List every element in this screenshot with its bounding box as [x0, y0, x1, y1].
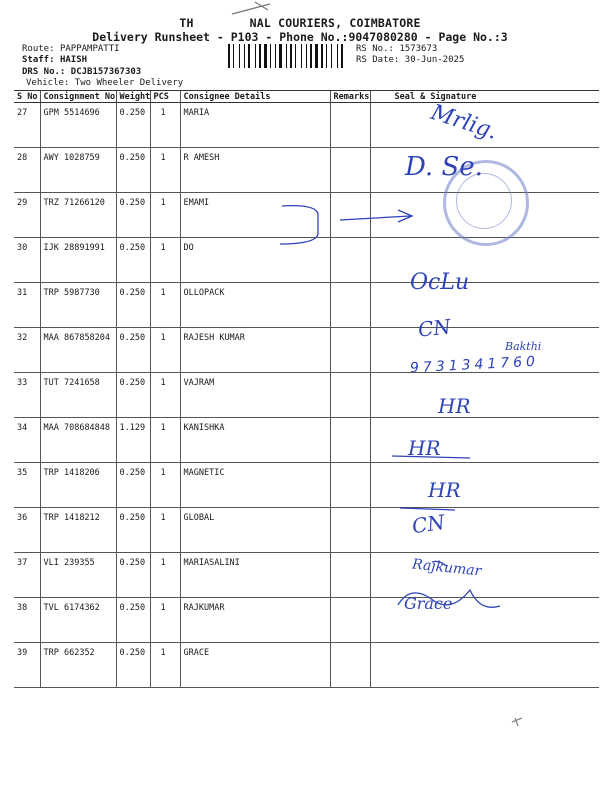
- serial-cell: 29: [14, 193, 40, 238]
- consignee-cell: MAGNETIC: [180, 463, 330, 508]
- weight-cell: 0.250: [116, 103, 150, 148]
- barcode-bar: [306, 44, 307, 68]
- barcode-bar: [315, 44, 318, 68]
- barcode-bar: [272, 44, 274, 68]
- barcode-bar: [328, 44, 330, 68]
- barcode-bar: [319, 44, 320, 68]
- consignment-cell: MAA 867858204: [40, 328, 116, 373]
- col-header-sno: S No: [14, 91, 40, 103]
- weight-cell: 0.250: [116, 553, 150, 598]
- stray-mark-bottom: [512, 718, 522, 726]
- consignee-cell: MARIA: [180, 103, 330, 148]
- consignment-cell: IJK 28891991: [40, 238, 116, 283]
- drs-label: DRS No.:: [22, 67, 66, 77]
- company-title-right: NAL COURIERS, COIMBATORE: [249, 16, 421, 30]
- consignee-cell: OLLOPACK: [180, 283, 330, 328]
- serial-cell: 32: [14, 328, 40, 373]
- consignee-cell: VAJRAM: [180, 373, 330, 418]
- barcode-bar: [246, 44, 247, 68]
- remarks-cell: [330, 103, 370, 148]
- remarks-cell: [330, 373, 370, 418]
- col-header-pcs: PCS: [150, 91, 180, 103]
- table-row: [14, 283, 599, 328]
- remarks-cell: [330, 238, 370, 283]
- remarks-cell: [330, 148, 370, 193]
- consignee-cell: DO: [180, 238, 330, 283]
- signature-cell: [370, 373, 599, 418]
- barcode-bar: [257, 44, 258, 68]
- barcode-bar: [235, 44, 238, 68]
- consignee-cell: RAJKUMAR: [180, 598, 330, 643]
- serial-cell: 36: [14, 508, 40, 553]
- runsheet-subtitle: Delivery Runsheet - P103 - Phone No.:9047080280 - Page No.:3: [92, 30, 508, 44]
- barcode-bar: [297, 44, 300, 68]
- barcode-bar: [228, 44, 230, 68]
- table-row: [14, 463, 599, 508]
- pcs-cell: 1: [150, 643, 180, 688]
- rs-no-label: RS No.:: [356, 44, 394, 54]
- pcs-cell: 1: [150, 418, 180, 463]
- rs-date-value: 30-Jun-2025: [404, 55, 465, 65]
- barcode-bar: [251, 44, 254, 68]
- consignee-cell: KANISHKA: [180, 418, 330, 463]
- pcs-cell: 1: [150, 103, 180, 148]
- consignment-cell: MAA 708684848: [40, 418, 116, 463]
- signature-27: Mrlig.: [427, 100, 501, 145]
- signature-cell: [370, 508, 599, 553]
- drs-line: [22, 67, 141, 77]
- route-value: PAPPAMPATTI: [59, 44, 120, 54]
- pcs-cell: 1: [150, 193, 180, 238]
- remarks-cell: [330, 598, 370, 643]
- col-header-weight: Weight: [116, 91, 150, 103]
- barcode-bar: [288, 44, 289, 68]
- route-label: Route:: [22, 44, 55, 54]
- weight-cell: 0.250: [116, 508, 150, 553]
- signature-36: HR: [428, 478, 461, 502]
- barcode-bar: [268, 44, 269, 68]
- company-title: [0, 16, 600, 30]
- consignee-cell: MARIASALINI: [180, 553, 330, 598]
- barcode-bar: [244, 44, 245, 68]
- weight-cell: 0.250: [116, 598, 150, 643]
- company-title-left: TH: [179, 16, 194, 30]
- remarks-cell: [330, 508, 370, 553]
- table-row: [14, 598, 599, 643]
- weight-cell: 0.250: [116, 193, 150, 238]
- consignment-cell: TRP 5987730: [40, 283, 116, 328]
- consignment-cell: TRP 662352: [40, 643, 116, 688]
- route-line: [22, 44, 120, 54]
- barcode-bar: [337, 44, 338, 68]
- serial-cell: 37: [14, 553, 40, 598]
- vehicle-line: [26, 78, 183, 88]
- remarks-cell: [330, 418, 370, 463]
- weight-cell: 0.250: [116, 283, 150, 328]
- weight-cell: 1.129: [116, 418, 150, 463]
- signature-cell: [370, 283, 599, 328]
- consignee-cell: R AMESH: [180, 148, 330, 193]
- signature-cell: [370, 463, 599, 508]
- signature-35: HR: [408, 436, 441, 460]
- consignment-cell: TVL 6174362: [40, 598, 116, 643]
- signature-32: CN: [416, 314, 452, 342]
- barcode-bar: [239, 44, 240, 68]
- barcode-bar: [301, 44, 302, 68]
- barcode-bar: [303, 44, 305, 68]
- signature-39: Grace: [404, 594, 453, 613]
- remarks-cell: [330, 643, 370, 688]
- pcs-cell: 1: [150, 553, 180, 598]
- barcode-bar: [275, 44, 276, 68]
- weight-cell: 0.250: [116, 148, 150, 193]
- weight-cell: 0.250: [116, 373, 150, 418]
- signature-cell: [370, 553, 599, 598]
- table-row: [14, 103, 599, 148]
- remarks-cell: [330, 328, 370, 373]
- vehicle-label: Vehicle:: [26, 78, 70, 88]
- consignment-cell: GPM 5514696: [40, 103, 116, 148]
- barcode-bar: [262, 44, 263, 68]
- consignee-cell: EMAMI: [180, 193, 330, 238]
- serial-cell: 38: [14, 598, 40, 643]
- barcode-bar: [283, 44, 285, 68]
- barcode-bar: [341, 44, 343, 68]
- signature-31: OcLu: [410, 270, 470, 295]
- barcode-bar: [277, 44, 278, 68]
- serial-cell: 30: [14, 238, 40, 283]
- barcode-bar: [286, 44, 287, 68]
- table-row: [14, 643, 599, 688]
- barcode-bar: [279, 44, 282, 68]
- barcode-bar: [333, 44, 336, 68]
- serial-cell: 28: [14, 148, 40, 193]
- barcode-bar: [324, 44, 325, 68]
- weight-cell: 0.250: [116, 328, 150, 373]
- serial-cell: 35: [14, 463, 40, 508]
- rs-date-label: RS Date:: [356, 55, 400, 65]
- weight-cell: 0.250: [116, 463, 150, 508]
- col-header-remarks: Remarks: [330, 91, 370, 103]
- consignee-cell: RAJESH KUMAR: [180, 328, 330, 373]
- signature-cell: [370, 643, 599, 688]
- drs-value: DCJB157367303: [70, 67, 142, 77]
- barcode-bar: [264, 44, 267, 68]
- signature-34: HR: [438, 394, 471, 418]
- barcode-bar: [233, 44, 234, 68]
- consignee-cell: GRACE: [180, 643, 330, 688]
- consignment-cell: TRZ 71266120: [40, 193, 116, 238]
- signature-33-phone: 9731341760: [409, 353, 540, 377]
- remarks-cell: [330, 553, 370, 598]
- barcode-bar: [255, 44, 256, 68]
- barcode-bar: [339, 44, 340, 68]
- barcode-bar: [295, 44, 296, 68]
- col-header-consignee: Consignee Details: [180, 91, 330, 103]
- barcode-bar: [326, 44, 327, 68]
- barcode-bar: [241, 44, 243, 68]
- serial-cell: 27: [14, 103, 40, 148]
- pcs-cell: 1: [150, 373, 180, 418]
- barcode-bar: [331, 44, 332, 68]
- staff-line: [22, 55, 87, 65]
- consignment-cell: TRP 1418212: [40, 508, 116, 553]
- signature-38: Rajkumar: [411, 556, 483, 580]
- serial-cell: 39: [14, 643, 40, 688]
- barcode-bar: [310, 44, 312, 68]
- table-row: [14, 238, 599, 283]
- col-header-consignment: Consignment No: [40, 91, 116, 103]
- signature-28: D. Se.: [405, 152, 483, 182]
- barcode-bar: [344, 44, 345, 68]
- remarks-cell: [330, 283, 370, 328]
- table-row: [14, 553, 599, 598]
- barcode-bar: [248, 44, 250, 68]
- vehicle-value: Two Wheeler Delivery: [74, 78, 184, 88]
- consignment-cell: AWY 1028759: [40, 148, 116, 193]
- remarks-cell: [330, 193, 370, 238]
- table-row: [14, 373, 599, 418]
- consignee-cell: GLOBAL: [180, 508, 330, 553]
- staff-value: HAISH: [59, 55, 88, 65]
- pcs-cell: 1: [150, 328, 180, 373]
- signature-cell: [370, 418, 599, 463]
- barcode-bar: [259, 44, 261, 68]
- consignment-cell: TUT 7241658: [40, 373, 116, 418]
- barcode-bar: [231, 44, 232, 68]
- signature-33-name: Bakthi: [505, 340, 542, 353]
- barcode-bar: [308, 44, 309, 68]
- rs-date-line: [356, 55, 464, 65]
- signature-37: CN: [410, 509, 447, 539]
- serial-cell: 34: [14, 418, 40, 463]
- pcs-cell: 1: [150, 508, 180, 553]
- pcs-cell: 1: [150, 148, 180, 193]
- table-header-row: [14, 91, 599, 103]
- barcode-bar: [321, 44, 323, 68]
- pcs-cell: 1: [150, 283, 180, 328]
- consignment-cell: VLI 239355: [40, 553, 116, 598]
- table-row: [14, 508, 599, 553]
- remarks-cell: [330, 463, 370, 508]
- weight-cell: 0.250: [116, 643, 150, 688]
- barcode-bar: [270, 44, 271, 68]
- serial-cell: 31: [14, 283, 40, 328]
- barcode-bar: [313, 44, 314, 68]
- rs-no-value: 1573673: [399, 44, 438, 54]
- pcs-cell: 1: [150, 598, 180, 643]
- pcs-cell: 1: [150, 238, 180, 283]
- pen-stroke-top: [232, 2, 270, 14]
- barcode-bar: [290, 44, 292, 68]
- rs-no-line: [356, 44, 437, 54]
- consignment-cell: TRP 1418206: [40, 463, 116, 508]
- barcode: [228, 44, 346, 68]
- barcode-bar: [293, 44, 294, 68]
- table-row: [14, 418, 599, 463]
- pcs-cell: 1: [150, 463, 180, 508]
- serial-cell: 33: [14, 373, 40, 418]
- staff-label: Staff:: [22, 55, 55, 65]
- col-header-signature: Seal & Signature: [370, 91, 599, 103]
- weight-cell: 0.250: [116, 238, 150, 283]
